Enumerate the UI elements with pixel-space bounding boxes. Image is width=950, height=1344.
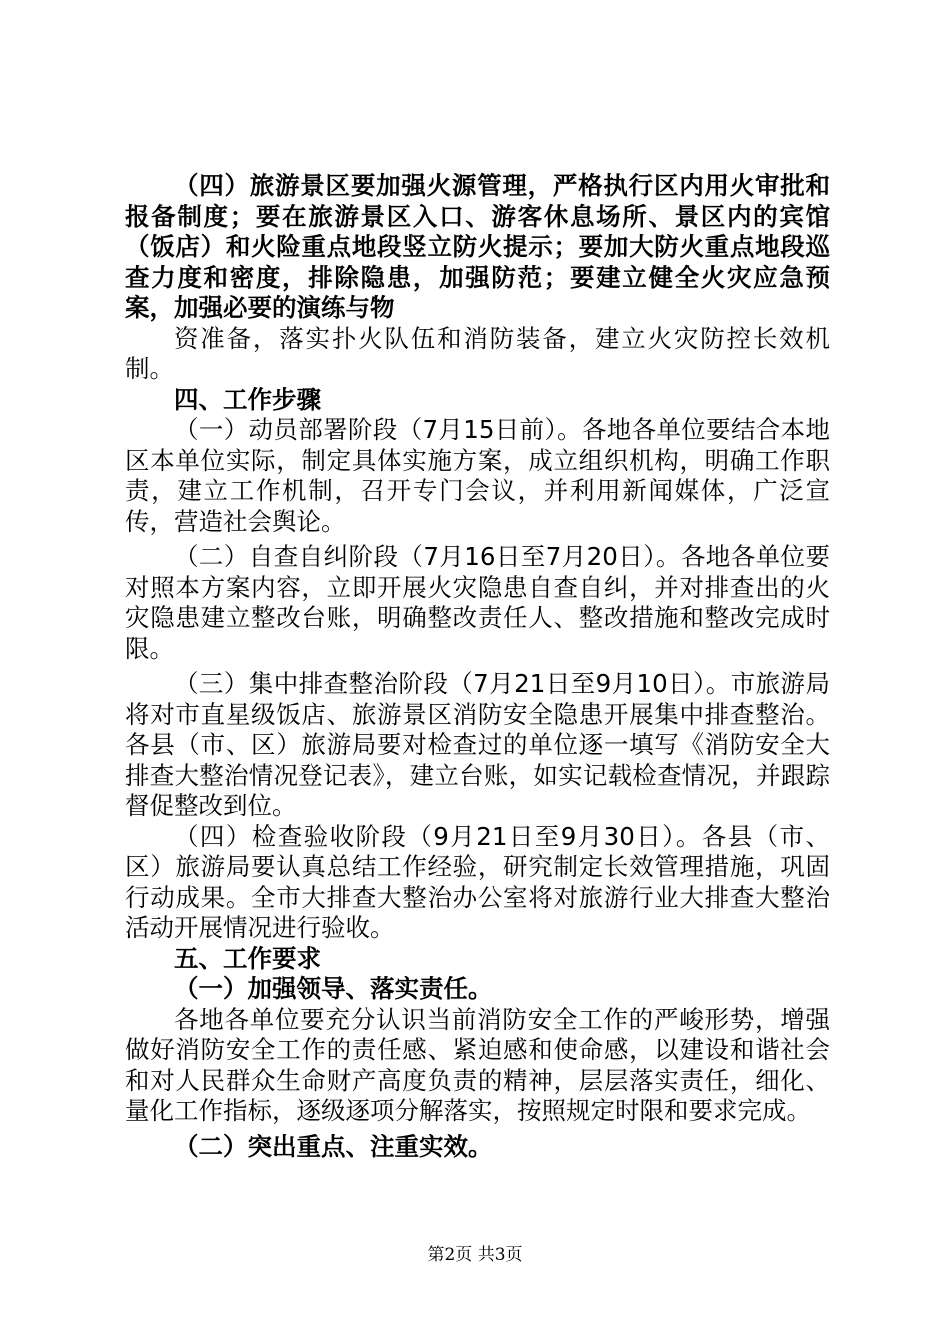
- paragraph-strengthen-leadership: 各地各单位要充分认识当前消防安全工作的严峻形势，增强做好消防安全工作的责任感、紧迫感和使命感，以建设和谐社会和对人民群众生命财产高度负责的精神，层层落实责任，细化、量化工作指标，逐级逐项分解落实，按照规定时限和要求完成。: [125, 1004, 830, 1125]
- section-heading-work-requirements: 五、工作要求: [174, 943, 321, 973]
- paragraph-fire-source-management-continued: 资准备，落实扑火队伍和消防装备，建立火灾防控长效机制。: [125, 323, 830, 383]
- paragraph-step-centralized-inspection: （三）集中排查整治阶段（7月21日至9月10日）。市旅游局将对市直星级饭店、旅游景区消防安全隐患开展集中排查整治。各县（市、区）旅游局要对检查过的单位逐一填写《消防安全大排查大整治情况登记表》，建立台账，如实记载检查情况，并跟踪督促整改到位。: [125, 669, 830, 820]
- section-heading-work-steps: 四、工作步骤: [174, 384, 321, 414]
- subheading-highlight-key-points: （二）突出重点、注重实效。: [174, 1131, 493, 1161]
- document-body: [125, 171, 830, 1162]
- paragraph-fire-source-management: （四）旅游景区要加强火源管理，严格执行区内用火审批和报备制度；要在旅游景区入口、游客休息场所、景区内的宾馆（饭店）和火险重点地段竖立防火提示；要加大防火重点地段巡查力度和密度，排除隐患，加强防范；要建立健全火灾应急预案，加强必要的演练与物: [125, 171, 830, 322]
- paragraph-step-mobilization: （一）动员部署阶段（7月15日前）。各地各单位要结合本地区本单位实际，制定具体实施方案，成立组织机构，明确工作职责，建立工作机制，召开专门会议，并利用新闻媒体，广泛宣传，营造社会舆论。: [125, 415, 830, 536]
- paragraph-step-acceptance: （四）检查验收阶段（9月21日至9月30日）。各县（市、区）旅游局要认真总结工作经验，研究制定长效管理措施，巩固行动成果。全市大排查大整治办公室将对旅游行业大排查大整治活动开展情况进行验收。: [125, 821, 830, 942]
- subheading-strengthen-leadership: （一）加强领导、落实责任。: [174, 974, 493, 1003]
- page-number-footer: 第2页 共3页: [427, 1245, 523, 1265]
- paragraph-step-self-inspection: （二）自查自纠阶段（7月16日至7月20日）。各地各单位要对照本方案内容，立即开展火灾隐患自查自纠，并对排查出的火灾隐患建立整改台账，明确整改责任人、整改措施和整改完成时限。: [125, 542, 830, 663]
